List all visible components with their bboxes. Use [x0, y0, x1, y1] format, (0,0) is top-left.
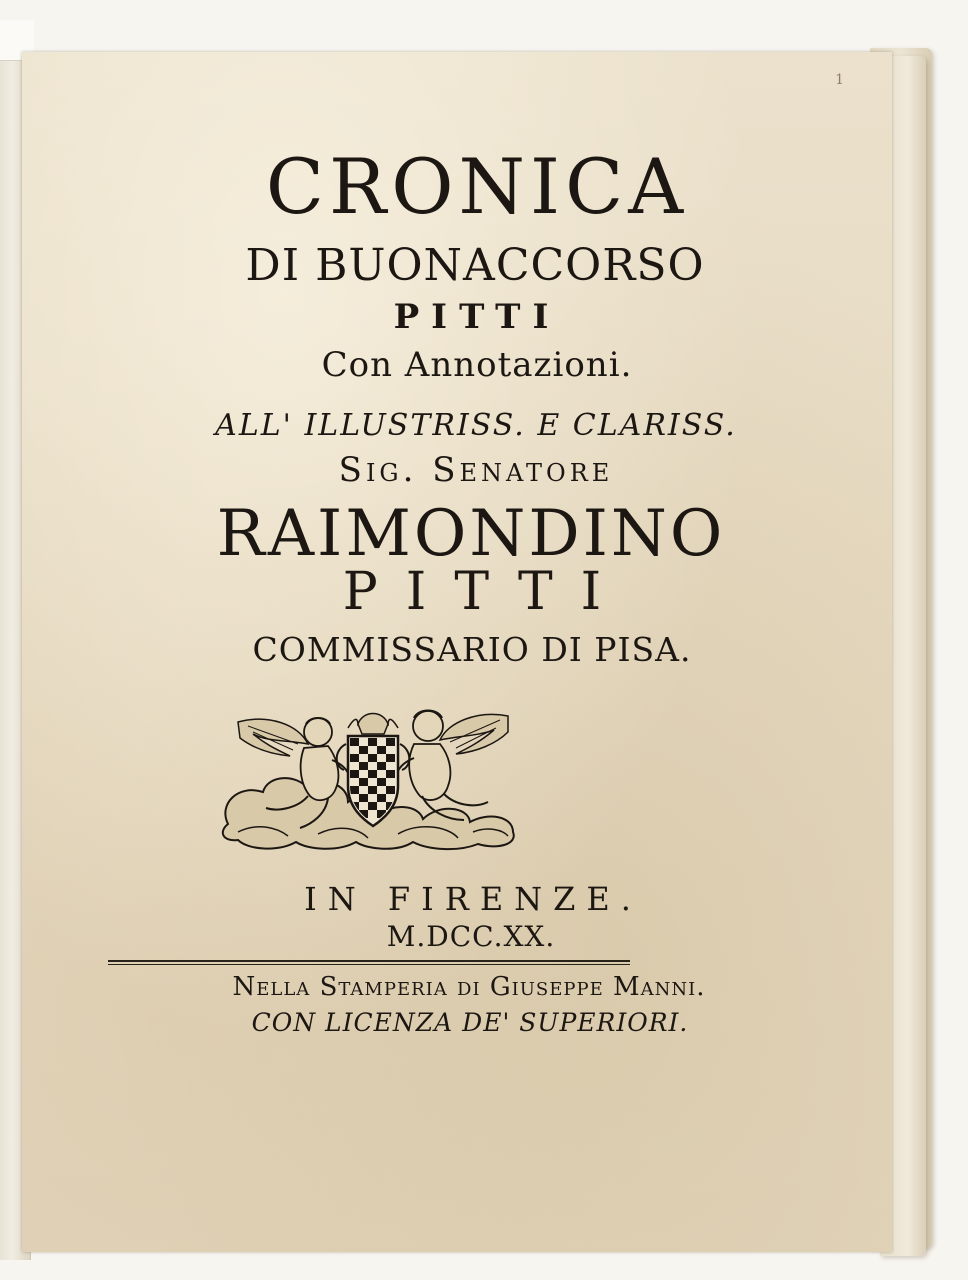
book-title: CRONICA — [265, 142, 689, 231]
imprint-year: M.DCC.XX. — [386, 920, 556, 953]
dedication-line: ALL' ILLUSTRISS. E CLARISS. — [215, 408, 737, 443]
license-line: CON LICENZA DE' SUPERIORI. — [251, 1008, 689, 1037]
author-surname: PITTI — [393, 297, 561, 337]
divider-rule-thin — [108, 964, 630, 965]
putti-coat-of-arms-icon — [208, 704, 538, 852]
subtitle: Con Annotazioni. — [321, 345, 633, 385]
author-line: DI BUONACCORSO — [245, 240, 705, 291]
page-mark: 1 — [835, 72, 844, 88]
dedicatee-office: COMMISSARIO DI PISA. — [252, 630, 692, 669]
imprint-place: IN FIRENZE. — [304, 880, 642, 918]
honorific-line: Sig. Senatore — [338, 450, 614, 490]
dedicatee-first-name: RAIMONDINO — [216, 497, 726, 571]
printer-line: Nella Stamperia di Giuseppe Manni. — [232, 972, 706, 1002]
title-page — [22, 52, 892, 1252]
dedicatee-surname: PITTI — [342, 562, 630, 622]
divider-rule — [108, 960, 630, 962]
